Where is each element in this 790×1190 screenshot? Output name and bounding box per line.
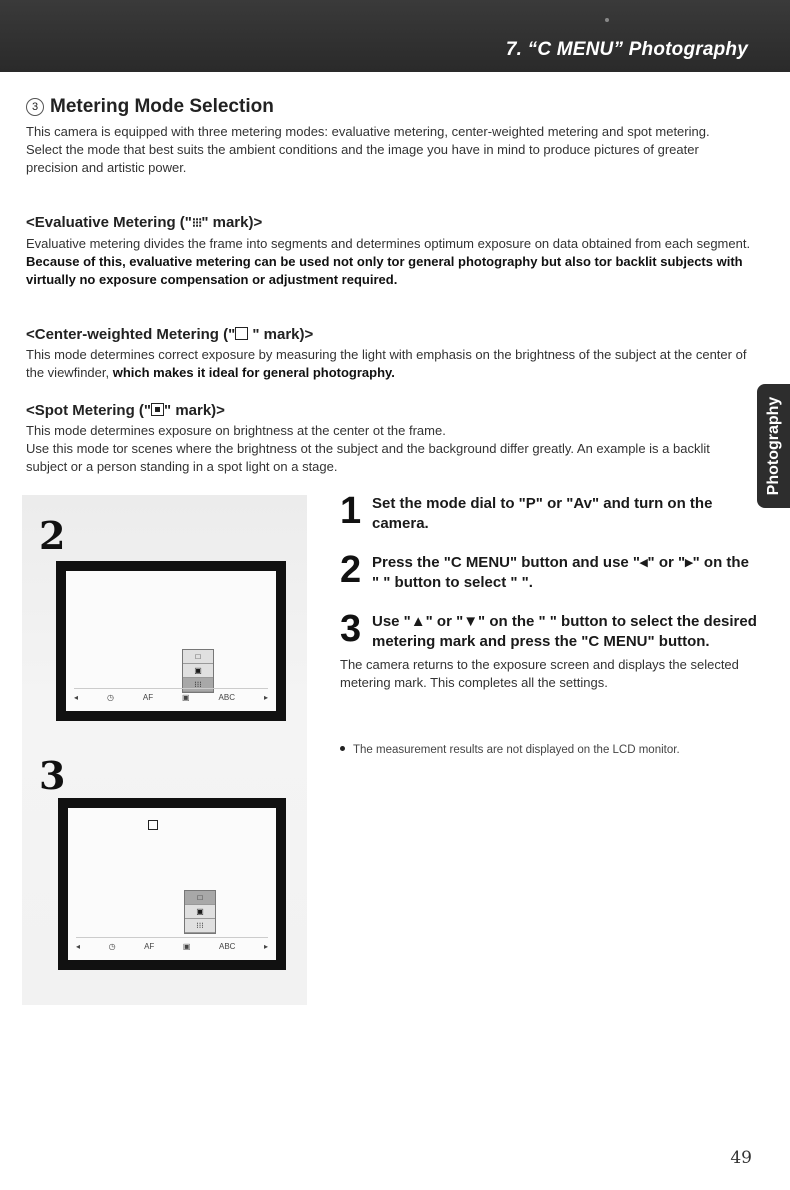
lcd-menu-bar [76,937,268,954]
lcd-screen-content [66,571,276,711]
spot-heading-post: " mark)> [164,402,225,419]
evaluative-metering-icon: ⁝⁝⁝ [191,215,202,230]
step-3-description: The camera returns to the exposure screen and displays the selected metering mark. This completes all the settings. [340,657,739,690]
menu-item-af: AF [142,692,154,702]
side-tab [757,384,790,508]
lcd-screen-content [68,808,276,960]
figure-panel [22,495,307,1005]
step-3 [340,608,760,692]
section-heading [26,96,274,118]
spot-body-2: Use this mode tor scenes where the brightness ot the subject and the background differ greatly. An example is a backlit subject or a person standing in a spot light on a stage. [26,441,710,474]
center-heading-post: " mark)> [248,326,314,343]
evaluative-body-plain: Evaluative metering divides the frame into segments and determines optimum exposure on data obtained from each segment. [26,236,751,251]
metering-menu-column [182,649,214,693]
intro-text [26,123,751,177]
evaluative-option: ⁝⁝⁝ [183,678,213,692]
evaluative-heading-pre: <Evaluative Metering (" [26,214,192,231]
metering-menu-icon: ▣ [182,692,190,702]
step-3-text: Use "▲" or "▼" on the " " button to select the desired metering mark and press the "C MENU" button. [372,613,757,650]
evaluative-body [26,235,751,289]
chapter-title: 7. “C MENU” Photography [505,39,748,60]
step-1 [340,490,760,534]
lcd-menu-bar [74,688,268,705]
self-timer-icon: ◷ [108,941,116,951]
center-heading [26,326,313,343]
header-dot [605,18,609,22]
center-weighted-option: □ [185,891,215,905]
metering-menu-column [184,890,216,934]
spot-body [26,422,751,476]
evaluative-heading [26,214,262,231]
right-arrow-icon: ▸ [263,692,268,702]
self-timer-icon: ◷ [106,692,114,702]
figure-3-number: 3 [39,753,66,798]
center-weighted-option: □ [183,650,213,664]
lcd-screen-step-2 [56,561,286,721]
step-2 [340,549,760,593]
header-bar [0,0,790,72]
step-1-number: 1 [340,490,362,532]
section-title: Metering Mode Selection [50,96,274,117]
spot-option: ▣ [185,905,215,919]
center-heading-pre: <Center-weighted Metering (" [26,326,236,343]
lcd-screen-step-3 [58,798,286,970]
left-arrow-icon: ◂ [76,941,81,951]
spot-body-1: This mode determines exposure on brightness at the center ot the frame. [26,423,446,438]
center-weighted-indicator-icon [148,820,158,830]
spot-option: ▣ [183,664,213,678]
left-arrow-icon: ◂ [74,692,79,702]
right-arrow-icon: ▸ [263,941,268,951]
center-weighted-icon [235,327,248,340]
page-number: 49 [730,1148,752,1168]
evaluative-heading-post: " mark)> [201,214,263,231]
note [340,742,740,758]
intro-paragraph-1: This camera is equipped with three metering modes: evaluative metering, center-weighted metering and spot metering. [26,124,710,139]
evaluative-body-bold: Because of this, evaluative metering can be used not only tor general photography but also tor backlit subjects with virtually no exposure compensation or adjustment required. [26,254,743,287]
menu-item-abc: ABC [218,692,235,702]
metering-menu-icon: ▣ [182,941,191,951]
note-text: The measurement results are not displayed on the LCD monitor. [353,744,680,756]
bullet-icon [340,746,345,751]
intro-paragraph-2: Select the mode that best suits the ambient conditions and the image you have in mind to produce pictures of greater precision and artistic power. [26,142,699,175]
step-1-text: Set the mode dial to "P" or "Av" and turn on the camera. [372,495,713,532]
spot-heading [26,402,225,419]
side-tab-label: Photography [764,396,782,496]
step-3-number: 3 [340,608,362,650]
center-body-plain: This mode determines correct exposure by measuring the light with emphasis on the brightness of the subject at the center of the viewfinder, [26,347,747,380]
spot-heading-pre: <Spot Metering (" [26,402,152,419]
center-body [26,346,751,382]
step-2-number: 2 [340,549,362,591]
section-number: 3 [26,98,44,116]
menu-item-abc: ABC [218,941,236,951]
menu-item-af: AF [144,941,155,951]
center-body-bold: which makes it ideal for general photography. [112,365,395,380]
evaluative-option: ⁝⁝⁝ [185,919,215,933]
step-2-text: Press the "C MENU" button and use "◂" or "▸" on the " " button to select " ". [372,554,749,591]
figure-2-number: 2 [39,513,66,558]
spot-metering-icon [151,403,164,416]
